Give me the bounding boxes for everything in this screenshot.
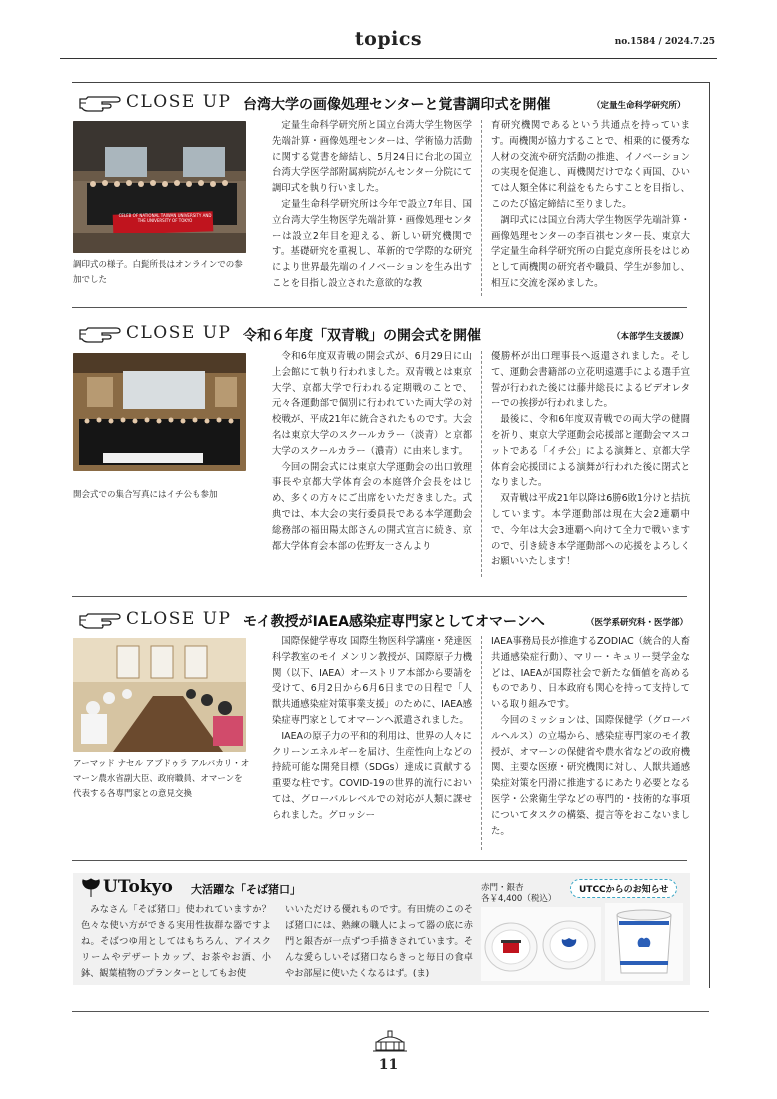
paragraph: IAEA事務局長が推進するZODIAC（統合的人畜共通感染症行動）、マリー・キュリー奨学金などは、IAEAが国際社会で新たな価値を高めるものであり、日本政府も関心を持って支持している取り組みです。: [491, 636, 690, 711]
yasuda-auditorium-icon: [373, 1030, 407, 1052]
frame-right-rule: [709, 82, 710, 988]
pointing-hand-icon: [78, 610, 122, 630]
paragraph: 双青戦は平成21年以降は6勝6敗1分けと拮抗しています。本学運動部は現在大会2連覇中で、今年は大会3連覇へ向けて全力で戦いますので、引き続き本学運動部への応援をよろしくお願いいたします！: [491, 493, 690, 568]
article-body-column-1: [272, 634, 472, 824]
photo-caption: 調印式の様子。白髭所長はオンラインでの参加でした: [73, 260, 243, 285]
product-price: 各￥4,400（税込）: [481, 894, 557, 904]
page-number: 11: [378, 1057, 399, 1073]
photo-caption: アーマッド ナセル アブドゥラ アルバカリ・オマーン農水省副大臣、政府職員、オマーンを代表する各専門家との意見交換: [73, 759, 250, 799]
photo-banner-text: CELEB OF NATIONAL TAIWAN UNIVERSITY AND THE UNIVERSITY OF TOKYO: [118, 213, 212, 223]
article-title: 令和６年度「双青戦」の開会式を開催: [243, 328, 481, 344]
frame-top-rule: [72, 82, 709, 83]
article-separator: [72, 860, 687, 861]
article-separator: [72, 307, 687, 308]
soba-choko-cups-photo: [481, 907, 601, 981]
paragraph: 今回のミッションは、国際保健学（グローバルヘルス）の立場から、感染症専門家のモイ教授が、オマーンの保健省や農水省などの政府機関、主要な医療・研究機関に対し、人獣共通感染症対策を円滑に推進するにあたり必要となる医学・公衆衛生学などの専門的・技術的な事項についてタスクの構築、提言等をおこないました。: [491, 714, 690, 837]
article-title: 台湾大学の画像処理センターと覚書調印式を開催: [243, 97, 551, 113]
paragraph: 国際保健学専攻 国際生物医科学講座・発達医科学教室のモイ メンリン教授が、国際原子力機関（以下、IAEA）オーストリア本部から要請を受けて、6月2日から6月6日までの日程で「人獣共通感染症対策事業支援」のために、IAEA感染症専門家としてオマーンへ派遣されました。: [272, 636, 472, 726]
photo-caption: 開会式での集合写真にはイチ公も参加: [73, 490, 218, 500]
paragraph: 優勝杯が出口理事長へ返還されました。そして、運動会書籍部の立花明遠選手による選手宣誓が行われた後には藤井総長によるビデオレターでの挨拶が行われました。: [491, 351, 690, 410]
soba-choko-cup-side-photo: [605, 903, 683, 981]
paragraph: IAEAの原子力の平和的利用は、世界の人々にクリーンエネルギーを届け、生産性向上などの持続可能な開発目標（SDGs）達成に貢献する重要な柱です。COVID-19の世界的流行においては、グローバルレベルでの対応が人類に課せられました。グロッシー: [272, 730, 472, 821]
article-body-column-1: [272, 118, 472, 292]
utcc-notice-badge: UTCCからのお知らせ: [570, 879, 677, 898]
paragraph: 令和6年度双青戦の開会式が、6月29日に山上会館にて執り行われました。双青戦とは東京大学、京都大学で行われる定期戦のことで、元々各運動部で個別に行われていた両大学の対校戦が、平成21年に統合されたものです。大会名は東京大学のスクールカラー（淡青）と京都大学のスクールカラー（濃青）に由来します。: [272, 351, 472, 457]
paragraph: 今回の開会式には東京大学運動会の出口敦理事長や京都大学体育会の本庭啓介会長をはじめ、多くの方々にご出席をいただきました。式典では、本大会の実行委員長である本学運動会総務部の福田陽太郎さんの開式宣言に続き、京都大学体育会本部の佐野友一さんより: [272, 461, 472, 552]
paragraph: 定量生命科学研究所と国立台湾大学生物医学先端計算・画像処理センターは、学術協力活動に関する覚書を締結し、5月24日に台北の国立台湾大学医学部附属病院がんセンター分院にて調印式を執り行いました。: [272, 120, 472, 195]
article-title: モイ教授がIAEA感染症専門家としてオマーンへ: [243, 614, 545, 630]
notice-body-column-2: いいただける優れものです。有田焼のこのそば猪口には、熟練の職人によって器の底に赤門と銀杏が一点ずつ手描きされています。そんな愛らしいそば猪口ならきっと毎日の食卓やお部屋に使いたくなるはず。(ま): [285, 904, 473, 979]
footer-rule: [72, 1011, 709, 1012]
paragraph: 調印式には国立台湾大学生物医学先端計算・画像処理センターの李百祺センター長、東京大学定量生命科学研究所の白髭克彦所長をはじめとして両機関の研究者や職員、学生が参加し、相互に交流を深めました。: [491, 214, 690, 289]
article-dept: （定量生命科学研究所）: [592, 101, 686, 111]
column-divider: [481, 120, 482, 296]
paragraph: 定量生命科学研究所は今年で設立7年目、国立台湾大学生物医学先端計算・画像処理センターは設立2年目を迎える、新しい研究機関です。基礎研究を重視し、革新的で学際的な研究により世界最先端のイノベーションを生み出すことを目指し設立された意欲的な教: [272, 198, 472, 289]
paragraph: 最後に、令和6年度双青戦での両大学の健闘を祈り、東京大学運動会応援部と運動会マスコットである「イチ公」による演舞と、京都大学体育会応援団による演舞が行われた後に閉式となりました。: [491, 414, 690, 489]
publication-title: topics: [354, 28, 423, 50]
close-up-label: CLOSE UP: [126, 609, 232, 629]
issue-number: no.1584 / 2024.7.25: [614, 37, 715, 47]
pointing-hand-icon: [78, 93, 122, 113]
pointing-hand-icon: [78, 324, 122, 344]
header-rule: [60, 58, 717, 59]
close-up-label: CLOSE UP: [126, 323, 232, 343]
product-name: 赤門・銀杏: [481, 883, 524, 893]
close-up-label: CLOSE UP: [126, 92, 232, 112]
signing-ceremony-photo: [73, 121, 246, 253]
article-body-column-2: [491, 634, 690, 839]
ginkgo-leaf-icon: [81, 878, 101, 898]
article-body-column-2: [491, 349, 690, 570]
column-divider: [481, 636, 482, 850]
opening-ceremony-photo: [73, 353, 246, 471]
article-separator: [72, 596, 687, 597]
meeting-photo: [73, 638, 246, 752]
column-divider: [481, 351, 482, 577]
paragraph: 育研究機関であるという共通点を持っています。両機関が協力することで、相乗的に優秀な人材の交流や研究活動の推進、イノベーションの実現を促進し、両機関だけでなく両国、ひいては人類全体に利益をもたらすことを目指し、このたび協定締結に至りました。: [491, 120, 690, 210]
article-dept: （医学系研究科・医学部）: [586, 618, 689, 628]
utcc-notice-box: [73, 873, 690, 985]
article-body-column-2: [491, 118, 690, 292]
article-body-column-1: [272, 349, 472, 554]
notice-title: 大活躍な「そば猪口」: [191, 883, 301, 896]
utokyo-logo: UTokyo: [103, 877, 173, 897]
notice-body-column-1: みなさん「そば猪口」使われていますか？色々な使い方ができる実用性抜群な器ですよね。そばつゆ用としてはもちろん、アイスクリームやデザートカップ、お茶やお酒、小鉢、観葉植物のプランターとしてもお使: [81, 904, 271, 979]
article-dept: （本部学生支援課）: [612, 332, 689, 342]
